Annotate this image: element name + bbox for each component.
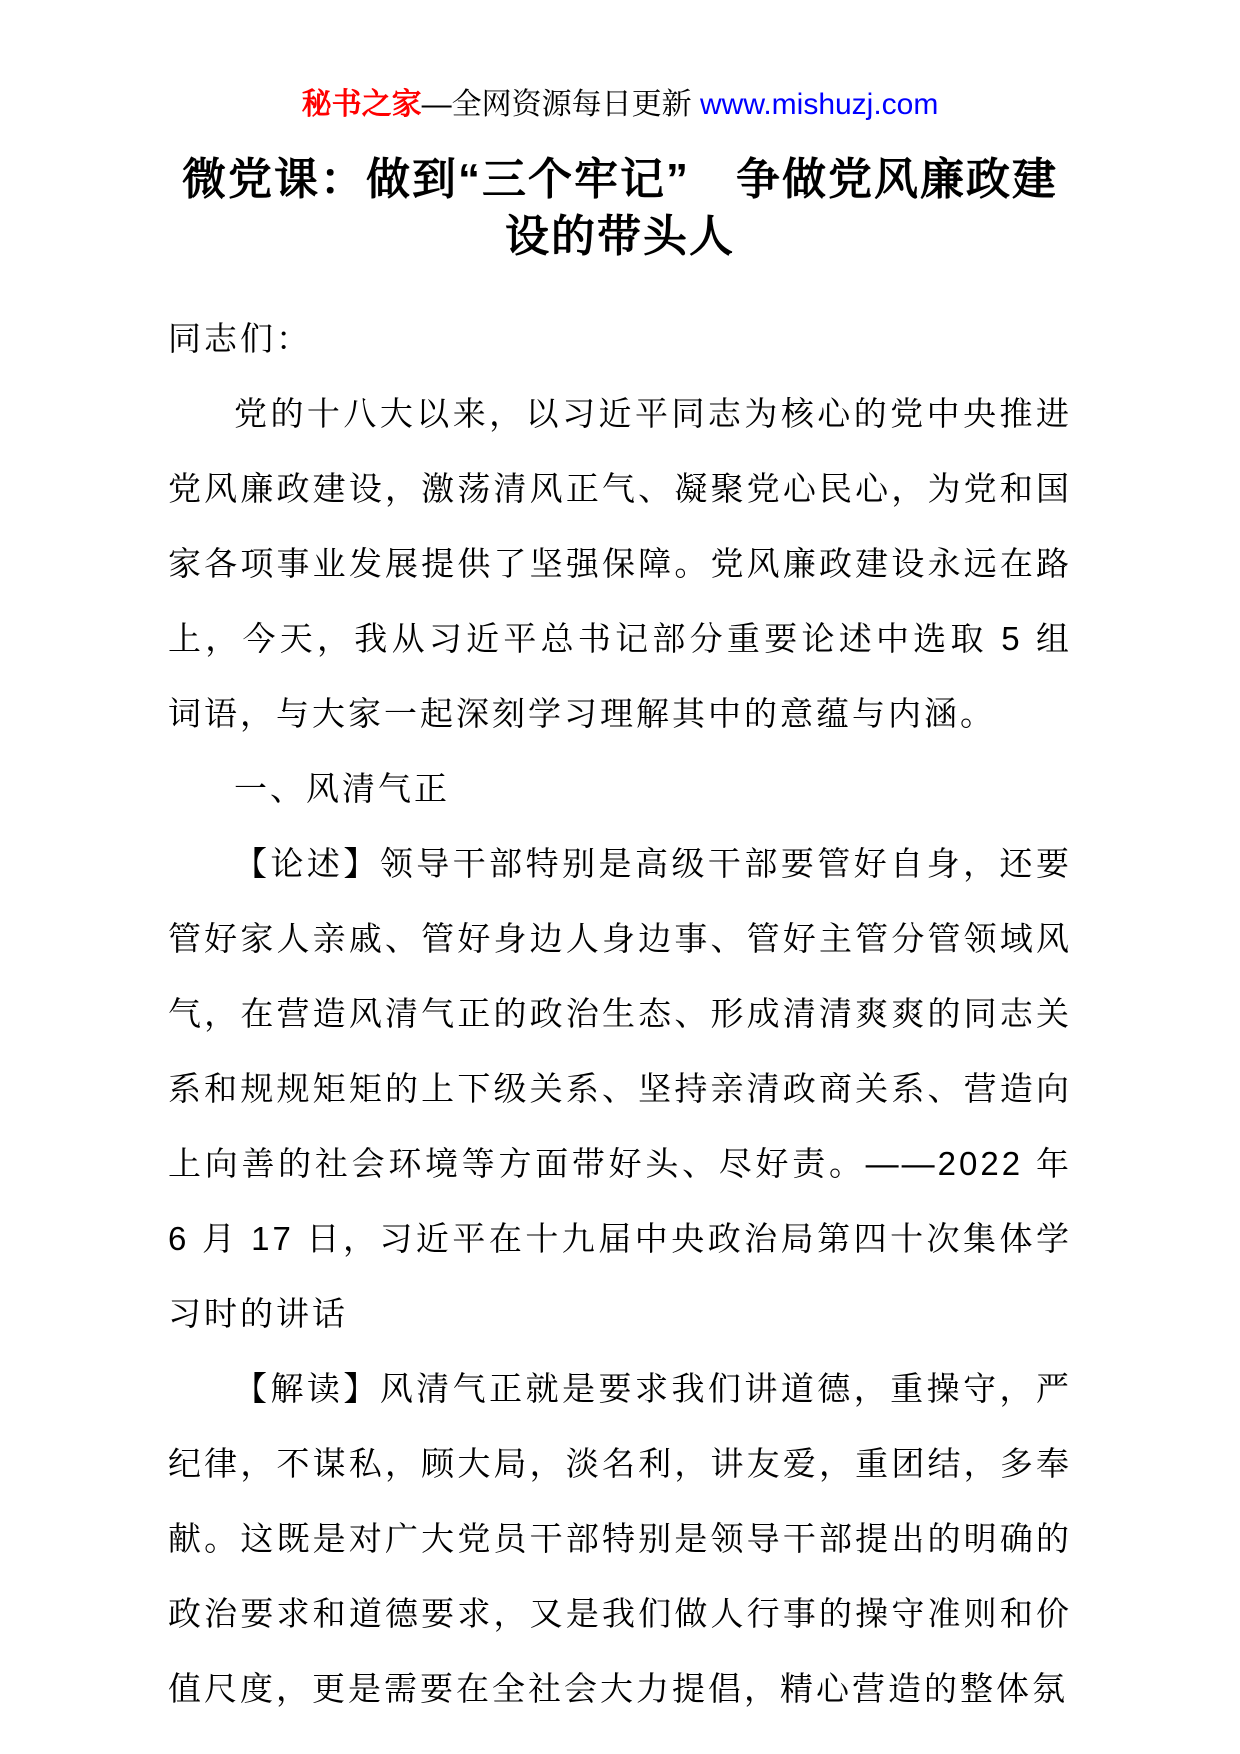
paragraph-intro: 党的十八大以来，以习近平同志为核心的党中央推进党风廉政建设，激荡清风正气、凝聚党心民心，为党和国家各项事业发展提供了坚强保障。党风廉政建设永远在路上，今天，我从习近平总书记部分重要论述中选取 5 组词语，与大家一起深刻学习理解其中的意蕴与内涵。 — [168, 395, 1072, 732]
site-watermark-header — [168, 85, 1072, 125]
paragraph-jiedu: 【解读】风清气正就是要求我们讲道德，重操守，严纪律，不谋私，顾大局，淡名利，讲友爱，重团结，多奉献。这既是对广大党员干部特别是领导干部提出的明确的政治要求和道德要求，又是我们做人行事的操守准则和价值尺度，更是需要在全社会大力提倡，精心营造的整体氛 — [168, 1370, 1072, 1707]
salutation: 同志们： — [168, 320, 312, 357]
section-heading-1: 一、风清气正 — [234, 770, 450, 807]
document-body — [168, 301, 1072, 1726]
site-tagline: —全网资源每日更新 — [421, 88, 700, 121]
paragraph-lunshu: 【论述】领导干部特别是高级干部要管好自身，还要管好家人亲戚、管好身边人身边事、管好主管分管领域风气，在营造风清气正的政治生态、形成清清爽爽的同志关系和规规矩矩的上下级关系、坚持亲清政商关系、营造向上向善的社会环境等方面带好头、尽好责。——2022 年 6 月 17 日，习近平在十九届中央政治局第四十次集体学习时的讲话 — [168, 845, 1072, 1332]
site-brand: 秘书之家 — [301, 88, 422, 121]
document-title: 微党课：做到“三个牢记” 争做党风廉政建设的带头人 — [182, 155, 1058, 261]
site-url-link[interactable]: www.mishuzj.com — [699, 88, 939, 121]
